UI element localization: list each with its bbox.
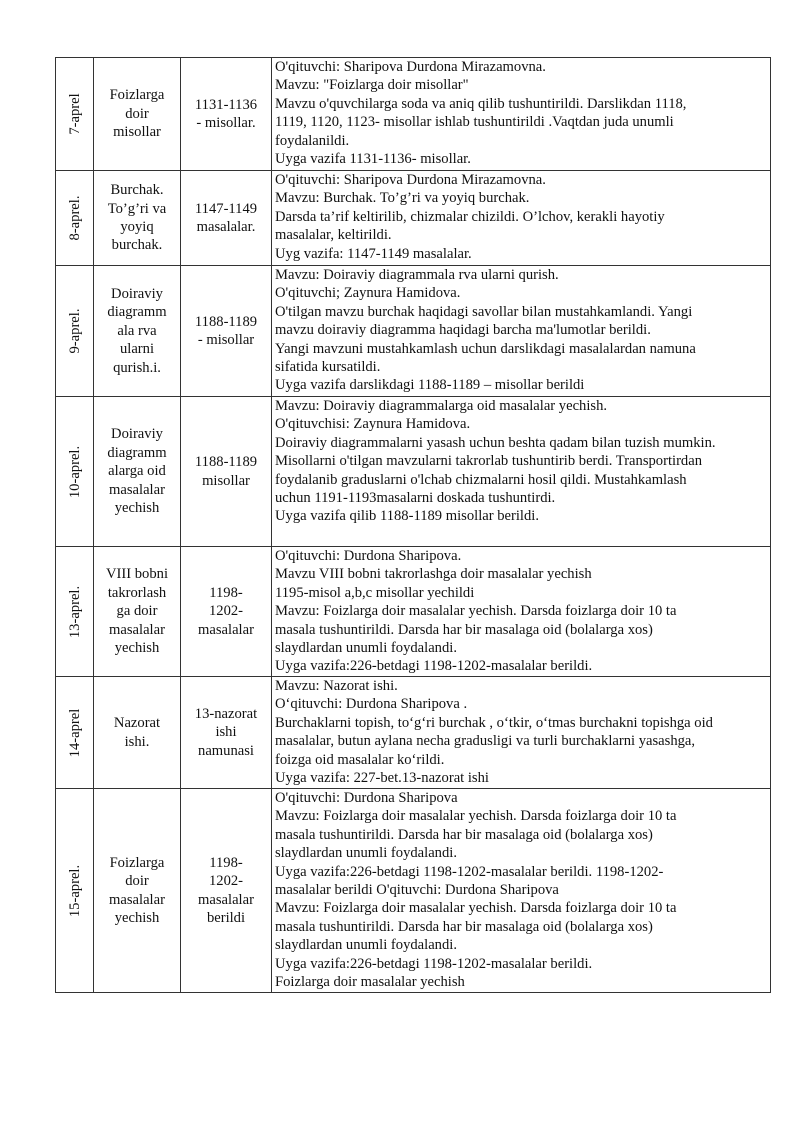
- lesson-note-line: 1119, 1120, 1123- misollar ishlab tushuntirildi .Vaqtdan juda unumli: [275, 114, 674, 131]
- lesson-note-line: masala tushuntirildi. Darsda har bir masalaga oid (bolalarga xos): [275, 621, 653, 638]
- date-cell: [56, 677, 94, 789]
- lesson-topic-line: misollar: [113, 124, 161, 141]
- lesson-note-line: Misollarni o'tilgan mavzularni takrorlab tushuntirib berdi. Transportirdan: [275, 453, 702, 470]
- lesson-note-line: Mavzu: Foizlarga doir masalalar yechish. Darsda foizlarga doir 10 ta: [275, 603, 677, 620]
- date-cell: [56, 266, 94, 397]
- journal-row: [56, 789, 771, 993]
- lesson-note-line: Mavzu: Burchak. To’g’ri va yoyiq burchak.: [275, 190, 530, 207]
- homework-line: 1198-: [209, 854, 243, 871]
- lesson-note-line: O'qituvchi: Durdona Sharipova: [275, 790, 458, 806]
- homework-line: masalalar: [198, 891, 254, 908]
- topic-cell: [94, 397, 181, 547]
- lesson-notes-cell: [272, 397, 771, 547]
- lesson-note-line: foizga oid masalalar ko‘rildi.: [275, 751, 445, 768]
- lesson-note-line: O'qituvchi; Zaynura Hamidova.: [275, 285, 461, 302]
- lesson-topic-line: To’g’ri va: [107, 200, 167, 217]
- lesson-date: 7-aprel: [66, 93, 83, 135]
- lesson-notes-cell: [272, 677, 771, 789]
- lesson-note-line: uchun 1191-1193masalarni doskada tushuntirdi.: [275, 490, 556, 507]
- lesson-topic-line: qurish.i.: [113, 359, 161, 376]
- lesson-notes-cell: [272, 266, 771, 397]
- homework-line: - misollar: [197, 332, 255, 348]
- lesson-date: 13-aprel.: [66, 585, 83, 638]
- homework-line: 1188-1189: [194, 313, 258, 330]
- journal-row: [56, 547, 771, 677]
- lesson-topic-line: masalalar: [109, 481, 165, 498]
- lesson-note-line: Uyga vazifa:226-betdagi 1198-1202-masalalar berildi. 1198-1202-: [275, 863, 664, 880]
- lesson-notes-cell: [272, 171, 771, 266]
- homework-cell: [181, 677, 272, 789]
- lesson-topic-line: Burchak.: [110, 182, 164, 199]
- journal-row: [56, 266, 771, 397]
- lesson-note-line: Mavzu: Nazorat ishi.: [275, 678, 398, 694]
- lesson-note-line: Uyga vazifa darslikdagi 1188-1189 – misollar berildi: [275, 377, 585, 394]
- homework-line: 1147-1149: [194, 200, 258, 217]
- lesson-topic-line: Doiraviy: [111, 426, 163, 443]
- lesson-topic-line: doir: [125, 873, 149, 890]
- topic-cell: [94, 171, 181, 266]
- lesson-topic-line: burchak.: [111, 237, 163, 254]
- lesson-note-line: masalalar, keltirildi.: [275, 227, 392, 244]
- homework-cell: [181, 547, 272, 677]
- lesson-note-line: slaydlardan unumli foydalandi.: [275, 640, 457, 657]
- lesson-note-line: foydalanildi.: [275, 132, 350, 149]
- lesson-topic-line: VIII bobni: [105, 566, 168, 583]
- homework-cell: [181, 171, 272, 266]
- lesson-notes-cell: [272, 547, 771, 677]
- homework-line: berildi: [206, 909, 246, 926]
- lesson-date: 8-aprel.: [66, 195, 83, 241]
- lesson-note-line: [275, 526, 768, 544]
- lesson-note-line: 1195-misol a,b,c misollar yechildi: [275, 584, 475, 601]
- journal-row: [56, 677, 771, 789]
- lesson-note-line: slaydlardan unumli foydalandi.: [275, 937, 457, 954]
- lesson-note-line: Mavzu: Doiraviy diagrammala rva ularni qurish.: [275, 267, 559, 283]
- homework-cell: [181, 58, 272, 171]
- homework-line: namunasi: [198, 742, 254, 759]
- journal-row: [56, 171, 771, 266]
- lesson-note-line: masalalar, butun aylana necha gradusligi va turli burchaklarni yasashga,: [275, 733, 696, 750]
- lesson-topic-line: yechish: [114, 500, 160, 517]
- lesson-date: 15-aprel.: [66, 864, 83, 917]
- topic-cell: [94, 266, 181, 397]
- lesson-note-line: O‘qituvchi: Durdona Sharipova .: [275, 696, 468, 713]
- lesson-note-line: O'qituvchi: Sharipova Durdona Mirazamovna.: [275, 172, 546, 188]
- lesson-topic-line: ga doir: [116, 603, 158, 620]
- lesson-note-line: Uyga vazifa:226-betdagi 1198-1202-masalalar berildi.: [275, 955, 593, 972]
- lesson-journal-table: [55, 57, 771, 993]
- lesson-topic-line: ishi.: [124, 733, 150, 750]
- lesson-topic-line: yoyiq: [120, 219, 154, 235]
- homework-line: misollar: [202, 472, 250, 489]
- lesson-topic-line: Foizlarga: [109, 854, 165, 871]
- lesson-note-line: Mavzu: Foizlarga doir masalalar yechish. Darsda foizlarga doir 10 ta: [275, 808, 677, 825]
- homework-line: 13-nazorat: [194, 705, 258, 722]
- lesson-note-line: masala tushuntirildi. Darsda har bir masalaga oid (bolalarga xos): [275, 826, 653, 843]
- lesson-note-line: O'qituvchi: Sharipova Durdona Mirazamovna.: [275, 59, 546, 75]
- lesson-topic-line: masalalar: [109, 891, 165, 908]
- lesson-note-line: Uyg vazifa: 1147-1149 masalalar.: [275, 245, 472, 262]
- homework-cell: [181, 266, 272, 397]
- lesson-note-line: slaydlardan unumli foydalandi.: [275, 845, 457, 862]
- lesson-notes-cell: [272, 789, 771, 993]
- lesson-date: 9-aprel.: [66, 308, 83, 354]
- lesson-note-line: Uyga vazifa 1131-1136- misollar.: [275, 151, 471, 168]
- lesson-note-line: sifatida kursatildi.: [275, 359, 381, 376]
- lesson-notes-cell: [272, 58, 771, 171]
- lesson-topic-line: doir: [125, 105, 149, 122]
- lesson-note-line: Uyga vazifa qilib 1188-1189 misollar berildi.: [275, 508, 539, 525]
- homework-line: - misollar.: [196, 115, 256, 131]
- lesson-note-line: Mavzu o'quvchilarga soda va aniq qilib tushuntirildi. Darslikdan 1118,: [275, 95, 687, 112]
- lesson-date: 14-aprel: [66, 708, 83, 757]
- lesson-note-line: Uyga vazifa: 227-bet.13-nazorat ishi: [275, 770, 489, 787]
- lesson-note-line: Foizlarga doir masalalar yechish: [275, 974, 465, 991]
- homework-cell: [181, 789, 272, 993]
- lesson-topic-line: diagramm: [107, 304, 167, 321]
- date-cell: [56, 547, 94, 677]
- lesson-note-line: Mavzu: Foizlarga doir masalalar yechish. Darsda foizlarga doir 10 ta: [275, 900, 677, 917]
- lesson-note-line: Mavzu: Doiraviy diagrammalarga oid masalalar yechish.: [275, 398, 608, 414]
- lesson-note-line: Mavzu VIII bobni takrorlashga doir masalalar yechish: [275, 566, 592, 583]
- homework-line: 1198-: [209, 584, 243, 601]
- homework-line: 1202-: [208, 873, 244, 890]
- journal-row: [56, 397, 771, 547]
- homework-line: ishi: [215, 724, 237, 741]
- lesson-topic-line: takrorlash: [107, 584, 167, 601]
- date-cell: [56, 58, 94, 171]
- lesson-note-line: masalalar berildi O'qituvchi: Durdona Sharipova: [275, 882, 559, 899]
- homework-line: masalalar.: [196, 219, 256, 235]
- date-cell: [56, 397, 94, 547]
- topic-cell: [94, 677, 181, 789]
- journal-row: [56, 58, 771, 171]
- homework-line: 1202-: [208, 603, 244, 620]
- lesson-topic-line: Nazorat: [113, 715, 161, 732]
- lesson-note-line: O'tilgan mavzu burchak haqidagi savollar bilan mustahkamlandi. Yangi: [275, 303, 693, 320]
- lesson-note-line: foydalanib graduslarni o'lchab chizmalarni hosil qildi. Mustahkamlash: [275, 471, 687, 488]
- topic-cell: [94, 547, 181, 677]
- lesson-topic-line: ala rva: [117, 322, 157, 339]
- lesson-date: 10-aprel.: [66, 445, 83, 498]
- lesson-note-line: Uyga vazifa:226-betdagi 1198-1202-masalalar berildi.: [275, 658, 593, 675]
- journal-body: [56, 58, 771, 993]
- lesson-topic-line: alarga oid: [108, 463, 166, 480]
- topic-cell: [94, 789, 181, 993]
- homework-line: masalalar: [198, 621, 254, 638]
- lesson-topic-line: masalalar: [109, 621, 165, 638]
- lesson-note-line: Yangi mavzuni mustahkamlash uchun darslikdagi masalalardan namuna: [275, 340, 696, 357]
- lesson-topic-line: Foizlarga: [109, 87, 165, 104]
- lesson-note-line: Burchaklarni topish, to‘g‘ri burchak , o‘tkir, o‘tmas burchakni topishga oid: [275, 714, 713, 731]
- homework-line: 1188-1189: [194, 454, 258, 471]
- lesson-topic-line: yechish: [114, 640, 160, 657]
- homework-line: 1131-1136: [194, 96, 258, 113]
- date-cell: [56, 789, 94, 993]
- lesson-note-line: O'qituvchisi: Zaynura Hamidova.: [275, 416, 471, 433]
- lesson-note-line: mavzu doiraviy diagramma haqidagi barcha ma'lumotlar berildi.: [275, 322, 651, 339]
- lesson-topic-line: yechish: [114, 909, 160, 926]
- lesson-topic-line: diagramm: [107, 444, 167, 461]
- homework-cell: [181, 397, 272, 547]
- lesson-topic-line: ularni: [119, 341, 155, 358]
- topic-cell: [94, 58, 181, 171]
- date-cell: [56, 171, 94, 266]
- lesson-note-line: masala tushuntirildi. Darsda har bir masalaga oid (bolalarga xos): [275, 918, 653, 935]
- lesson-topic-line: Doiraviy: [111, 285, 163, 302]
- lesson-note-line: O'qituvchi: Durdona Sharipova.: [275, 548, 462, 564]
- lesson-note-line: Doiraviy diagrammalarni yasash uchun beshta qadam bilan tuzish mumkin.: [275, 434, 716, 451]
- lesson-note-line: Mavzu: "Foizlarga doir misollar": [275, 77, 469, 94]
- lesson-note-line: Darsda ta’rif keltirilib, chizmalar chizildi. O’lchov, kerakli hayotiy: [275, 208, 665, 225]
